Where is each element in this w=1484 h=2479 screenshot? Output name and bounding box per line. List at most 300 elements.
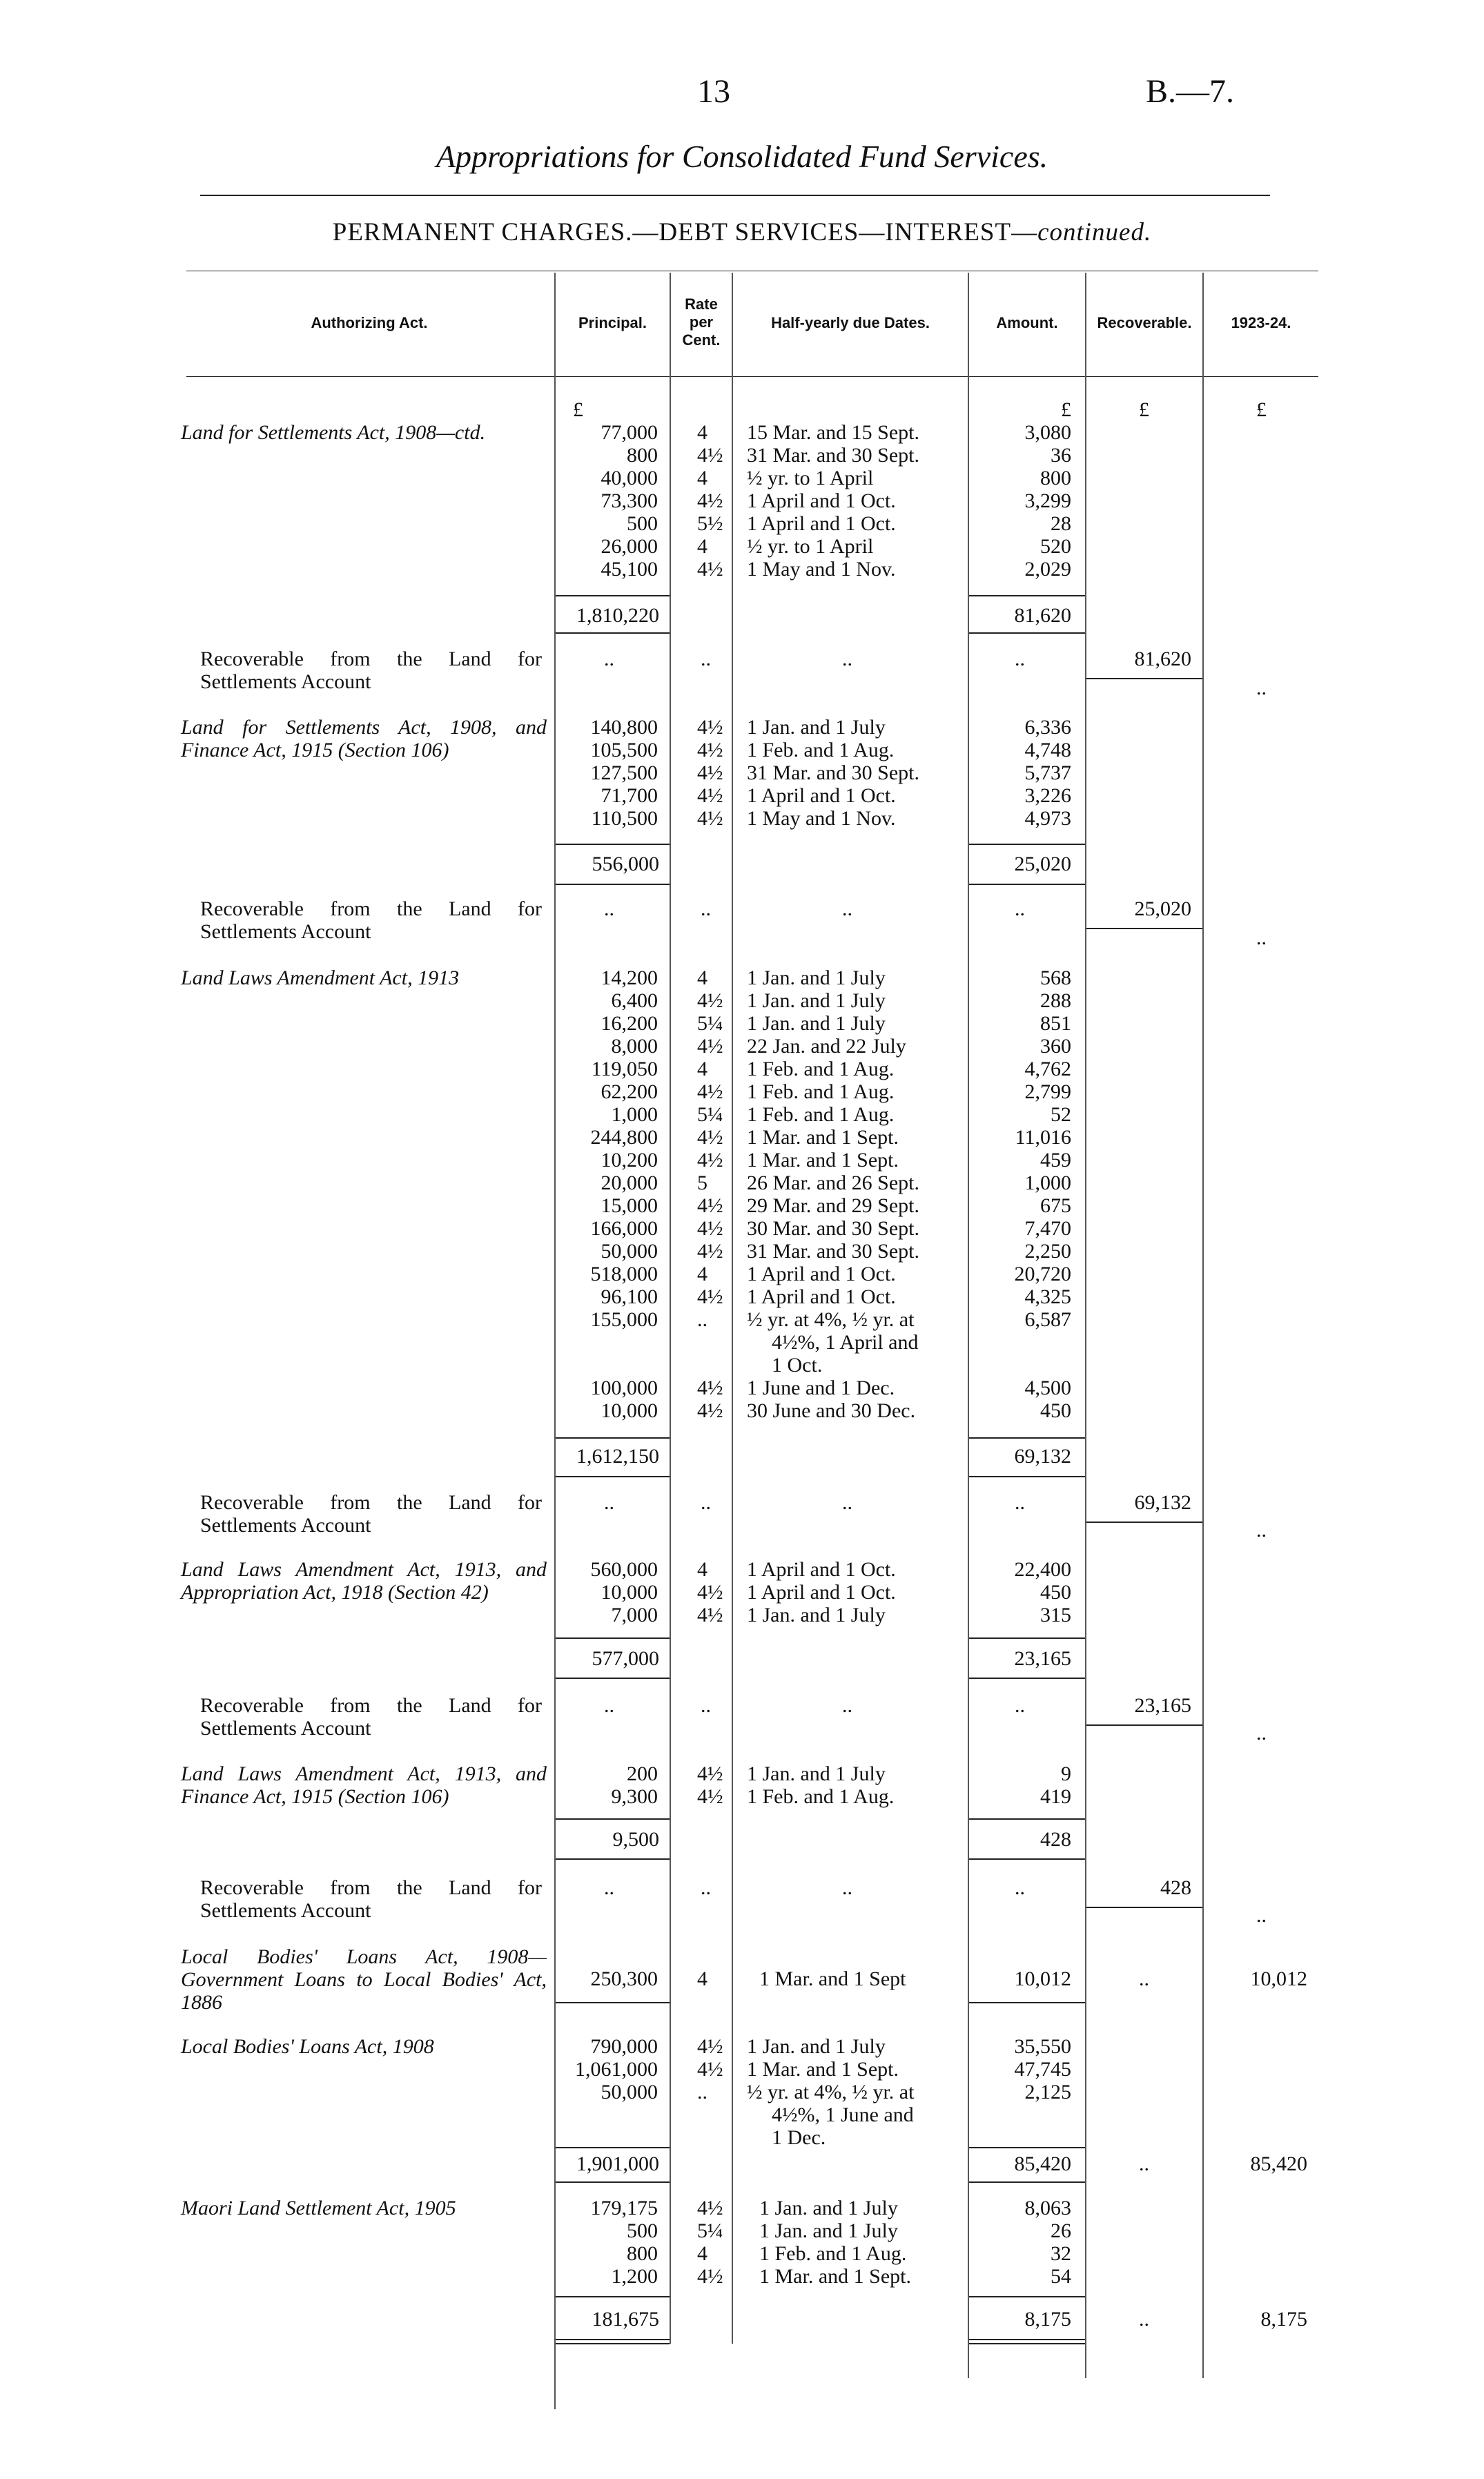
- dots: ..: [1015, 1491, 1025, 1514]
- page-subtitle: [0, 217, 1484, 247]
- date-value: 1 Oct.: [772, 1354, 823, 1377]
- total-amount: 428: [1040, 1828, 1071, 1851]
- col-header-recoverable: Recoverable.: [1097, 314, 1192, 331]
- total-principal: 556,000: [592, 853, 659, 875]
- date-value: 1 Dec.: [772, 2126, 826, 2149]
- amount-value: 419: [1040, 1785, 1071, 1808]
- subtotal-rule: [556, 2339, 670, 2340]
- rate-value: 4½: [697, 1399, 723, 1422]
- amount-value: 7,470: [1024, 1217, 1071, 1240]
- subtotal-rule: [969, 2181, 1085, 2183]
- amount-value: 2,029: [1024, 558, 1071, 581]
- total-principal: 1,901,000: [576, 2152, 659, 2175]
- amount-value: 36: [1051, 444, 1071, 467]
- rate-value: 4: [697, 535, 707, 558]
- rate-value: 5¼: [697, 2219, 723, 2242]
- rate-value: 4: [697, 467, 707, 489]
- principal-value: 77,000: [601, 421, 658, 444]
- rate-value: 4½: [697, 716, 723, 739]
- rate-value: 4: [697, 1967, 707, 1990]
- rate-value: 4½: [697, 444, 723, 467]
- amount-value: 851: [1040, 1012, 1071, 1035]
- date-value: 1 Mar. and 1 Sept.: [747, 1126, 899, 1149]
- total-principal: 577,000: [592, 1647, 659, 1670]
- amount-value: 2,250: [1024, 1240, 1071, 1263]
- rate-value: 5¼: [697, 1012, 723, 1035]
- amount-value: [969, 2126, 1071, 2149]
- principal-value: [556, 1331, 658, 1354]
- principal-value: 560,000: [590, 1558, 658, 1581]
- amount-value: 520: [1040, 535, 1071, 558]
- principal-value: 518,000: [590, 1263, 658, 1285]
- dots: ..: [604, 648, 614, 670]
- subtotal-rule: [969, 2296, 1085, 2297]
- dots: ..: [842, 1876, 852, 1899]
- recoverable-value: 69,132: [1134, 1491, 1191, 1514]
- amount-value: 22,400: [1014, 1558, 1071, 1581]
- principal-column: [556, 966, 658, 1422]
- dots: ..: [842, 1491, 852, 1514]
- principal-value: 110,500: [591, 807, 658, 830]
- recoverable-value: 25,020: [1134, 897, 1191, 920]
- principal-value: 26,000: [601, 535, 658, 558]
- recoverable-label: Recoverable from the Land for Settlements Account: [200, 897, 542, 943]
- date-value: 29 Mar. and 29 Sept.: [747, 1194, 919, 1217]
- principal-value: [556, 2103, 658, 2126]
- rate-value: 4½: [697, 2197, 723, 2219]
- rate-value: 4½: [697, 1285, 723, 1308]
- rate-value: 4½: [697, 1149, 723, 1172]
- total-amount: 25,020: [1014, 853, 1071, 875]
- rate-value: 5: [697, 1172, 707, 1194]
- date-value: ½ yr. at 4%, ½ yr. at: [747, 2081, 915, 2103]
- subtotal-rule: [969, 884, 1085, 885]
- date-value: 1 April and 1 Oct.: [747, 1263, 896, 1285]
- principal-value: 119,050: [591, 1058, 658, 1080]
- principal-column: [556, 1558, 658, 1626]
- amount-value: 54: [1051, 2265, 1071, 2288]
- amount-value: 3,299: [1024, 489, 1071, 512]
- amount-value: [969, 1331, 1071, 1354]
- subtotal-rule: [969, 1476, 1085, 1477]
- amount-value: 675: [1040, 1194, 1071, 1217]
- dots: ..: [1015, 648, 1025, 670]
- date-value: 1 Jan. and 1 July: [759, 2219, 898, 2242]
- subtotal-rule: [969, 2339, 1085, 2340]
- dots: ..: [842, 897, 852, 920]
- amount-value: 4,500: [1024, 1377, 1071, 1399]
- principal-value: 7,000: [611, 1604, 658, 1626]
- authorizing-act: Land Laws Amendment Act, 1913, and Appropriation Act, 1918 (Section 42): [181, 1558, 547, 1604]
- rate-value: 4½: [697, 784, 723, 807]
- dots: ..: [701, 897, 711, 920]
- amount-value: 459: [1040, 1149, 1071, 1172]
- principal-value: 127,500: [590, 761, 658, 784]
- subtotal-rule: [969, 1858, 1085, 1860]
- date-value: 1 April and 1 Oct.: [747, 489, 896, 512]
- subtotal-rule: [556, 632, 670, 634]
- amount-value: 4,973: [1024, 807, 1071, 830]
- dots: ..: [1139, 2152, 1149, 2175]
- col-header-rate: Rate per Cent.: [682, 295, 721, 349]
- subtotal-rule: [556, 1437, 670, 1439]
- amount-column: [969, 716, 1071, 830]
- principal-value: 16,200: [601, 1012, 658, 1035]
- date-value: 1 Jan. and 1 July: [759, 2197, 898, 2219]
- subtotal-rule: [556, 2002, 670, 2003]
- dots: ..: [701, 1491, 711, 1514]
- rate-value: 4½: [697, 1035, 723, 1058]
- date-value: 1 Mar. and 1 Sept.: [747, 1149, 899, 1172]
- date-value: 1 April and 1 Oct.: [747, 1558, 896, 1581]
- rate-value: [697, 1331, 723, 1354]
- rate-value: 4½: [697, 1080, 723, 1103]
- rate-value: 4½: [697, 1240, 723, 1263]
- dates-column: [759, 2197, 911, 2288]
- amount-value: [969, 1354, 1071, 1377]
- recoverable-label: Recoverable from the Land for Settlements Account: [200, 1694, 542, 1740]
- date-value: 1 Feb. and 1 Aug.: [747, 1080, 895, 1103]
- recoverable-rule: [1086, 1724, 1202, 1726]
- rate-value: 4½: [697, 1126, 723, 1149]
- principal-value: 244,800: [590, 1126, 658, 1149]
- date-value: 1 Jan. and 1 July: [747, 2035, 886, 2058]
- unit-recoverable: £: [1139, 398, 1149, 421]
- date-value: 1 May and 1 Nov.: [747, 558, 896, 581]
- amount-value: 6,336: [1024, 716, 1071, 739]
- date-value: 4½%, 1 June and: [772, 2103, 914, 2126]
- rate-column: [697, 966, 723, 1422]
- principal-value: 50,000: [601, 1240, 658, 1263]
- amount-value: 28: [1051, 512, 1071, 535]
- dots: ..: [1015, 1694, 1025, 1717]
- date-value: 4½%, 1 April and: [772, 1331, 919, 1354]
- subtotal-rule: [969, 1818, 1085, 1820]
- principal-value: 40,000: [601, 467, 658, 489]
- amount-value: 1,000: [1024, 1172, 1071, 1194]
- date-value: 1 Mar. and 1 Sept: [759, 1967, 906, 1990]
- total-amount: 69,132: [1014, 1445, 1071, 1468]
- rate-value: 4½: [697, 489, 723, 512]
- principal-value: 10,000: [601, 1399, 658, 1422]
- principal-value: 9,300: [611, 1785, 658, 1808]
- date-value: 1 Jan. and 1 July: [747, 989, 886, 1012]
- principal-column: [556, 2035, 658, 2149]
- year-value: 8,175: [1260, 2308, 1307, 2331]
- rate-value: 4½: [697, 2035, 723, 2058]
- principal-value: 179,175: [590, 2197, 658, 2219]
- date-value: 1 Feb. and 1 Aug.: [759, 2242, 907, 2265]
- dots: ..: [604, 897, 614, 920]
- principal-value: 20,000: [601, 1172, 658, 1194]
- subtotal-rule: [556, 2147, 670, 2148]
- rate-value: 5½: [697, 512, 723, 535]
- table-header-rule: [186, 376, 1318, 377]
- amount-value: 10,012: [1014, 1967, 1071, 1990]
- dates-column: [747, 1558, 896, 1626]
- subtotal-rule: [556, 1637, 670, 1639]
- principal-column: [556, 716, 658, 830]
- date-value: 1 Feb. and 1 Aug.: [747, 1103, 895, 1126]
- rate-column: [697, 716, 723, 830]
- total-principal: 9,500: [612, 1828, 659, 1851]
- amount-value: 2,125: [1024, 2081, 1071, 2103]
- authorizing-act: Land for Settlements Act, 1908—ctd.: [181, 421, 486, 444]
- rate-value: [697, 1354, 723, 1377]
- dates-column: [747, 716, 919, 830]
- principal-value: 1,000: [611, 1103, 658, 1126]
- rate-value: [697, 2103, 723, 2126]
- amount-value: 9: [1061, 1762, 1071, 1785]
- recoverable-rule: [1086, 1522, 1202, 1523]
- rate-value: 5¼: [697, 1103, 723, 1126]
- amount-value: 315: [1040, 1604, 1071, 1626]
- total-amount: 85,420: [1014, 2152, 1071, 2175]
- rate-column: [697, 2197, 723, 2288]
- principal-value: 1,200: [611, 2265, 658, 2288]
- principal-value: [556, 1354, 658, 1377]
- date-value: ½ yr. to 1 April: [747, 467, 874, 489]
- subtotal-rule: [556, 844, 670, 845]
- dots: ..: [1139, 2308, 1149, 2331]
- rate-value: 4½: [697, 739, 723, 761]
- subtotal-rule: [556, 884, 670, 885]
- col-divider: [1085, 273, 1086, 2378]
- amount-value: 5,737: [1024, 761, 1071, 784]
- principal-value: 45,100: [601, 558, 658, 581]
- date-value: 1 Mar. and 1 Sept.: [759, 2265, 911, 2288]
- amount-column: [969, 966, 1071, 1422]
- year-value: 85,420: [1250, 2152, 1307, 2175]
- date-value: 31 Mar. and 30 Sept.: [747, 444, 919, 467]
- rate-value: 4½: [697, 989, 723, 1012]
- principal-value: 500: [627, 512, 658, 535]
- amount-value: 8,063: [1024, 2197, 1071, 2219]
- date-value: 1 Jan. and 1 July: [747, 716, 886, 739]
- date-value: 1 April and 1 Oct.: [747, 784, 896, 807]
- subtotal-rule: [556, 1476, 670, 1477]
- rate-value: 4½: [697, 1194, 723, 1217]
- principal-value: 200: [627, 1762, 658, 1785]
- rate-value: 4½: [697, 1762, 723, 1785]
- col-divider: [670, 273, 671, 2344]
- amount-value: 35,550: [1014, 2035, 1071, 2058]
- date-value: 1 Jan. and 1 July: [747, 1762, 886, 1785]
- date-value: 31 Mar. and 30 Sept.: [747, 761, 919, 784]
- principal-value: 250,300: [590, 1967, 658, 1990]
- rate-column: [697, 1762, 723, 1808]
- amount-value: 32: [1051, 2242, 1071, 2265]
- subtotal-rule: [556, 2181, 670, 2183]
- dots: ..: [1139, 1967, 1149, 1990]
- date-value: ½ yr. to 1 April: [747, 535, 874, 558]
- recoverable-label: Recoverable from the Land for Settlements Account: [200, 648, 542, 693]
- date-value: ½ yr. at 4%, ½ yr. at: [747, 1308, 915, 1331]
- amount-value: 3,080: [1024, 421, 1071, 444]
- amount-value: 568: [1040, 966, 1071, 989]
- col-header-amount: Amount.: [996, 314, 1058, 331]
- subtotal-rule: [556, 2343, 670, 2344]
- dots: ..: [701, 648, 711, 670]
- rate-value: 4½: [697, 1604, 723, 1626]
- authorizing-act: Land Laws Amendment Act, 1913: [181, 966, 460, 989]
- dates-column: [747, 2035, 914, 2149]
- col-header-year: 1923-24.: [1231, 314, 1291, 331]
- unit-year: £: [1256, 398, 1267, 421]
- date-value: 30 Mar. and 30 Sept.: [747, 1217, 919, 1240]
- recoverable-value: 23,165: [1134, 1694, 1191, 1717]
- principal-value: 96,100: [601, 1285, 658, 1308]
- page-title: Appropriations for Consolidated Fund Services.: [436, 139, 1048, 174]
- dots: ..: [1256, 677, 1267, 699]
- dots: ..: [842, 1694, 852, 1717]
- subtotal-rule: [969, 2002, 1085, 2003]
- principal-value: 6,400: [611, 989, 658, 1012]
- document-code: B.—7.: [1146, 73, 1235, 110]
- title-rule: [200, 195, 1270, 196]
- date-value: 1 Mar. and 1 Sept.: [747, 2058, 899, 2081]
- principal-value: 8,000: [611, 1035, 658, 1058]
- subtitle-continued: continued.: [1037, 218, 1152, 246]
- amount-value: 360: [1040, 1035, 1071, 1058]
- subtotal-rule: [969, 632, 1085, 634]
- amount-value: 4,762: [1024, 1058, 1071, 1080]
- rate-value: 4½: [697, 761, 723, 784]
- dates-column: [747, 421, 919, 581]
- rate-value: 4½: [697, 1377, 723, 1399]
- total-amount: 23,165: [1014, 1647, 1071, 1670]
- recoverable-value: 81,620: [1134, 648, 1191, 670]
- rate-value: 4½: [697, 558, 723, 581]
- dots: ..: [701, 1876, 711, 1899]
- recoverable-rule: [1086, 1907, 1202, 1908]
- year-value: 10,012: [1250, 1967, 1307, 1990]
- principal-value: 800: [627, 2242, 658, 2265]
- amount-value: 52: [1051, 1103, 1071, 1126]
- principal-value: 10,000: [601, 1581, 658, 1604]
- rate-value: 4: [697, 1558, 707, 1581]
- date-value: 15 Mar. and 15 Sept.: [747, 421, 919, 444]
- subtotal-rule: [969, 595, 1085, 596]
- rate-value: 4½: [697, 1785, 723, 1808]
- dots: ..: [604, 1876, 614, 1899]
- dots: ..: [604, 1694, 614, 1717]
- page-number: 13: [697, 73, 730, 110]
- principal-value: 62,200: [601, 1080, 658, 1103]
- dots: ..: [1015, 897, 1025, 920]
- principal-value: 155,000: [590, 1308, 658, 1331]
- amount-value: 6,587: [1024, 1308, 1071, 1331]
- principal-value: 500: [627, 2219, 658, 2242]
- dates-column: [747, 1762, 894, 1808]
- amount-value: 288: [1040, 989, 1071, 1012]
- principal-value: 10,200: [601, 1149, 658, 1172]
- authorizing-act: Land Laws Amendment Act, 1913, and Finance Act, 1915 (Section 106): [181, 1762, 547, 1808]
- dots: ..: [1256, 1722, 1267, 1744]
- subtotal-rule: [556, 1858, 670, 1860]
- dots: ..: [1256, 926, 1267, 949]
- total-principal: 1,810,220: [576, 604, 659, 627]
- date-value: 1 Feb. and 1 Aug.: [747, 1058, 895, 1080]
- subtotal-rule: [969, 2343, 1085, 2344]
- col-divider: [732, 273, 733, 2344]
- rate-value: 4: [697, 2242, 707, 2265]
- rate-value: 4½: [697, 2058, 723, 2081]
- principal-value: 14,200: [601, 966, 658, 989]
- rate-column: [697, 2035, 723, 2149]
- unit-principal: £: [573, 398, 583, 421]
- col-header-principal: Principal.: [578, 314, 647, 331]
- rate-value: [697, 2126, 723, 2149]
- rate-value: 4½: [697, 1217, 723, 1240]
- date-value: 30 June and 30 Dec.: [747, 1399, 916, 1422]
- rate-value: 4½: [697, 807, 723, 830]
- principal-value: 140,800: [590, 716, 658, 739]
- rate-value: ..: [697, 2081, 707, 2103]
- subtotal-rule: [556, 1818, 670, 1820]
- amount-column: [969, 2197, 1071, 2288]
- col-header-dates: Half-yearly due Dates.: [771, 314, 930, 331]
- total-amount: 81,620: [1014, 604, 1071, 627]
- amount-value: 4,325: [1024, 1285, 1071, 1308]
- amount-column: [969, 1762, 1071, 1808]
- date-value: 1 Jan. and 1 July: [747, 1012, 886, 1035]
- date-value: 1 Jan. and 1 July: [747, 966, 886, 989]
- subtitle-main: PERMANENT CHARGES.—DEBT SERVICES—INTEREST—: [332, 218, 1038, 246]
- subtotal-rule: [969, 1678, 1085, 1679]
- date-value: 1 Feb. and 1 Aug.: [747, 1785, 895, 1808]
- principal-value: 50,000: [601, 2081, 658, 2103]
- subtotal-rule: [969, 1437, 1085, 1439]
- amount-value: 3,226: [1024, 784, 1071, 807]
- amount-column: [969, 1558, 1071, 1626]
- date-value: 1 Jan. and 1 July: [747, 1604, 886, 1626]
- rate-value: 4: [697, 1263, 707, 1285]
- rate-value: 4: [697, 1058, 707, 1080]
- principal-value: 105,500: [590, 739, 658, 761]
- total-principal: 1,612,150: [576, 1445, 659, 1468]
- principal-value: 166,000: [590, 1217, 658, 1240]
- amount-value: 11,016: [1015, 1126, 1071, 1149]
- date-value: 31 Mar. and 30 Sept.: [747, 1240, 919, 1263]
- recoverable-label: Recoverable from the Land for Settlements Account: [200, 1491, 542, 1537]
- subtotal-rule: [556, 2296, 670, 2297]
- rate-value: ..: [697, 1308, 707, 1331]
- recoverable-value: 428: [1160, 1876, 1191, 1899]
- col-divider: [1202, 273, 1204, 2378]
- date-value: 22 Jan. and 22 July: [747, 1035, 906, 1058]
- dots: ..: [1256, 1519, 1267, 1542]
- date-value: 1 Feb. and 1 Aug.: [747, 739, 895, 761]
- principal-value: 790,000: [590, 2035, 658, 2058]
- total-amount: 8,175: [1024, 2308, 1071, 2331]
- principal-value: 100,000: [590, 1377, 658, 1399]
- amount-column: [969, 421, 1071, 581]
- dots: ..: [701, 1694, 711, 1717]
- principal-value: [556, 2126, 658, 2149]
- date-value: 1 May and 1 Nov.: [747, 807, 896, 830]
- dots: ..: [604, 1491, 614, 1514]
- principal-value: 1,061,000: [575, 2058, 658, 2081]
- subtotal-rule: [556, 1678, 670, 1679]
- rate-column: [697, 421, 723, 581]
- rate-value: 4: [697, 421, 707, 444]
- amount-value: 2,799: [1024, 1080, 1071, 1103]
- dots: ..: [842, 648, 852, 670]
- col-header-act: Authorizing Act.: [311, 314, 428, 331]
- dates-column: [747, 966, 919, 1422]
- principal-value: 73,300: [601, 489, 658, 512]
